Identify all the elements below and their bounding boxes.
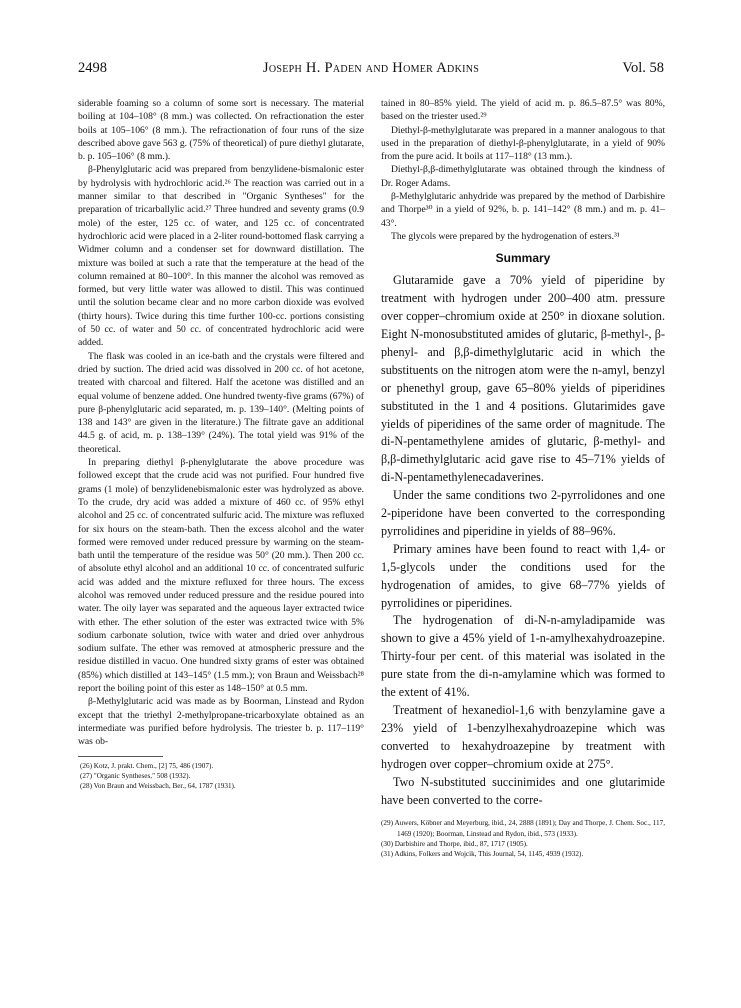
summary-paragraph-6: Two N-substituted succinimides and one glutarimide have been converted to the corre- xyxy=(381,774,665,807)
summary-paragraph-5: Treatment of hexanediol-1,6 with benzylamine gave a 23% yield of 1-benzylhexahydroazepine which was converted to hexahydroazepine by treatment with hydrogen over copper–chromium oxide at 275°. xyxy=(381,703,665,771)
footnote-26: (26) Kotz, J. prakt. Chem., [2] 75, 486 (1907). xyxy=(80,761,214,770)
footnote-divider xyxy=(78,756,163,757)
right-paragraph-2: Diethyl-β-methylglutarate was prepared in a manner analogous to that used in the preparation of diethyl-β-phenylglutarate, in a yield of 90% from the pure acid. It boils at 117–118° (13 mm.). xyxy=(381,124,665,163)
summary-paragraph-4: The hydrogenation of di-N-n-amyladipamide was shown to give a 45% yield of 1-n-amylhexahydroazepine. Thirty-four per cent. of this material was isolated in the pure state from the di-n-amylamine which was formed to the extent of 41%. xyxy=(381,613,665,700)
summary-paragraph-3: Primary amines have been found to react with 1,4- or 1,5-glycols under the conditions used for the hydrogenation of amides, to give 68–77% yields of pyrrolidines or piperidines. xyxy=(381,541,665,610)
right-column xyxy=(381,97,665,859)
summary-paragraph-1: Glutaramide gave a 70% yield of piperidine by treatment with hydrogen under 200–400 atm. pressure over copper–chromium oxide at 250° in dioxane solution. Eight N-monosubstituted amides of glutaric, β-methyl-, β-phenyl- and β,β-dimethylglutaric acid in which the substituents on the nitrogen atom were the n-amyl, benzyl or phenethyl group, gave 65–80% yields of piperidines substituted in the 1 and 4 positions. Glutarimides gave yields of piperidines of the same order of magnitude. The di-N-pentamethylene amides of glutaric, β-methyl- and β,β-dimethylglutaric acid gave rise to 45–71% yields of di-N-pentamethylenecadaverines. xyxy=(381,273,665,485)
right-paragraph-3: Diethyl-β,β-dimethylglutarate was obtained through the kindness of Dr. Roger Adams. xyxy=(381,164,665,189)
left-paragraph-5: β-Methylglutaric acid was made as by Boorman, Linstead and Rydon except that the triethyl 2-methylpropane-tricarboxylate obtained as an intermediate was purified before hydrolysis. The triester b. p. 117–119° was ob- xyxy=(78,696,364,748)
right-paragraph-1: tained in 80–85% yield. The yield of acid m. p. 86.5–87.5° was 80%, based on the triester used.²⁹ xyxy=(381,98,665,123)
running-title: Joseph H. Paden and Homer Adkins xyxy=(262,60,480,76)
left-column xyxy=(78,97,364,791)
footnote-29: (29) Auwers, Köbner and Meyerburg, ibid., 24, 2888 (1891); Day and Thorpe, J. Chem. Soc., 117, 1469 (1920); Boorman, Linstead and Rydon, ibid., 573 (1933). xyxy=(381,819,665,838)
summary-paragraph-2: Under the same conditions two 2-pyrrolidones and one 2-piperidone have been converted to the corresponding pyrrolidines and piperidine in yields of 88–96%. xyxy=(381,488,665,538)
page-number: 2498 xyxy=(78,60,107,76)
footnote-27: (27) "Organic Syntheses," 508 (1932). xyxy=(80,771,191,780)
footnote-31: (31) Adkins, Folkers and Wojcik, This Journal, 54, 1145, 4939 (1932). xyxy=(381,849,584,858)
left-paragraph-4: In preparing diethyl β-phenylglutarate the above procedure was followed except that the crude acid was not purified. Four hundred five grams (1 mole) of benzylidenebismalonic ester was hydrolyzed as above. To the crude, dry acid was added a mixture of 460 cc. of 95% ethyl alcohol and 25 cc. of concentrated sulfuric acid. The mixture was refluxed for six hours on the steam-bath. Then the excess alcohol and the water formed were removed under reduced pressure by warming on the steam-bath until the temperature of the residue was 50° (20 mm.). Then 200 cc. of absolute ethyl alcohol and an additional 10 cc. of concentrated sulfuric acid was added and the mixture refluxed for three hours. The excess alcohol was removed under reduced pressure and the residue poured into water. The oily layer was separated and the aqueous layer extracted twice with ether. The ether solution of the ester was extracted twice with 5% sodium carbonate solution, twice with water and dried over anhydrous sodium sulfate. The ether was removed at atmospheric pressure and the residue distilled in vacuo. One hundred sixty grams of ester was obtained (85%) which distilled at 143–145° (1.5 mm.); von Braun and Weissbach²⁸ report the boiling point of this ester as 148–150° at 0.5 mm. xyxy=(78,457,364,695)
left-paragraph-3: The flask was cooled in an ice-bath and the crystals were filtered and dried by suction. The dried acid was dissolved in 200 cc. of hot acetone, treated with charcoal and filtered. Half the acetone was distilled and an equal volume of benzene added. One hundred twenty-five grams (67%) of pure β-phenylglutaric acid separated, m. p. 139–140°. (Melting points of 138 and 143° are given in the literature.) The filtrate gave an additional 44.5 g. of acid, m. p. 138–139° (24%). The total yield was 91% of the theoretical. xyxy=(78,350,364,455)
page-header xyxy=(78,60,664,80)
footnote-28: (28) Von Braun and Weissbach, Ber., 64, 1787 (1931). xyxy=(80,781,236,790)
left-paragraph-1: siderable foaming so a column of some sort is necessary. The material boiling at 104–108° (8 mm.) was collected. On refractionation the ester boils at 105–106° (8 mm.). The refractionation of four runs of the size described above gave 563 g. (75% of theoretical) of pure diethyl glutarate, b. p. 105–106° (8 mm.). xyxy=(78,98,364,163)
right-paragraph-4: β-Methylglutaric anhydride was prepared by the method of Darbishire and Thorpe³⁰ in a yield of 92%, b. p. 141–142° (8 mm.) and m. p. 41–43°. xyxy=(381,191,665,229)
volume-label: Vol. 58 xyxy=(622,60,664,76)
footnote-divider-right xyxy=(381,814,466,815)
right-paragraph-5: The glycols were prepared by the hydrogenation of esters.³¹ xyxy=(391,230,620,242)
summary-heading: Summary xyxy=(495,251,551,266)
footnote-30: (30) Darbishire and Thorpe, ibid., 87, 1717 (1905). xyxy=(381,839,528,848)
left-paragraph-2: β-Phenylglutaric acid was prepared from benzylidene-bismalonic ester by hydrolysis with hydrochloric acid.²⁶ The reaction was carried out in a manner similar to that described in "Organic Syntheses" for the preparation of tricarballylic acid.²⁷ Three hundred and seventy grams (0.9 mole) of the ester, 125 cc. of water, and 125 cc. of concentrated hydrochloric acid were placed in a 2-liter round-bottomed flask carrying a Widmer column and a condenser set for downward distillation. The mixture was boiled at such a rate that the temperature at the head of the column remained at 80–100°. In this manner the alcohol was removed as formed, but very little water was allowed to distil. This was continued until the solution became clear and no more carbon dioxide was evolved (thirty hours). Twice during this time further 100-cc. portions consisting of 50 cc. of water and 50 cc. of concentrated hydrochloric acid were added. xyxy=(78,164,364,349)
